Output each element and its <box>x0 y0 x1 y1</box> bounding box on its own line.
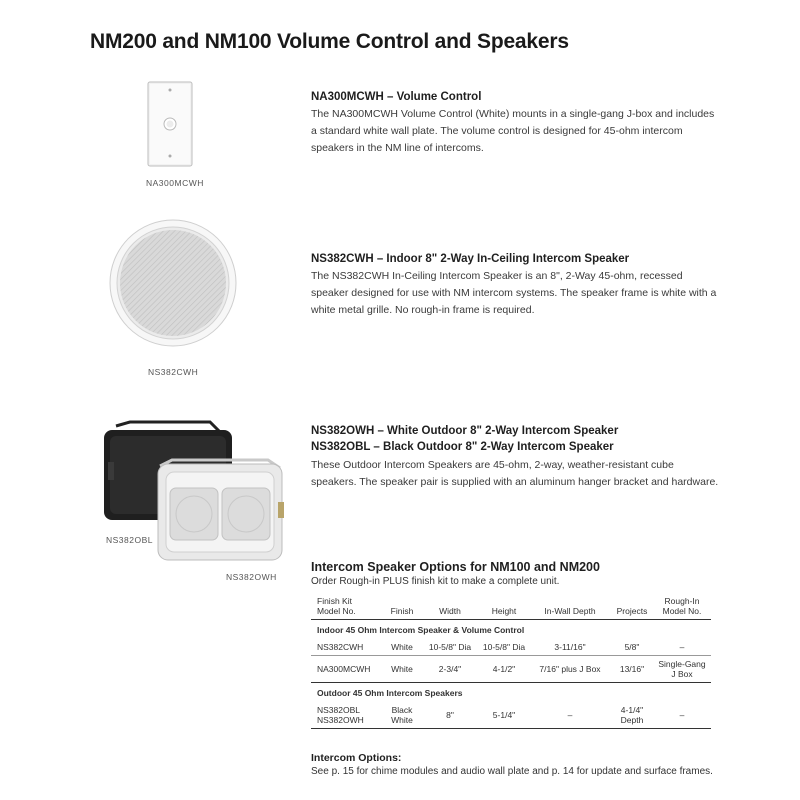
cell-width: 10-5/8" Dia <box>421 639 479 656</box>
ceiling-speaker-caption: NS382CWH <box>148 367 199 377</box>
cell-projects: 13/16" <box>611 656 653 683</box>
header-model-line2: Model No. <box>317 606 356 616</box>
footnote-title: Intercom Options: <box>311 752 402 764</box>
cell-height: 4-1/2" <box>479 656 529 683</box>
footnote-text: See p. 15 for chime modules and audio wall plate and p. 14 for update and surface frames. <box>311 766 713 777</box>
cell-width: 2-3/4" <box>421 656 479 683</box>
table-group-row <box>311 683 711 703</box>
header-finish: Finish <box>383 594 421 620</box>
volume-control-title: NA300MCWH – Volume Control <box>311 91 482 103</box>
options-subtitle: Order Rough-in PLUS finish kit to make a complete unit. <box>311 576 560 587</box>
header-rough-line1: Rough-In <box>664 596 700 606</box>
cell-rough <box>653 656 711 683</box>
outdoor-black-caption: NS382OBL <box>106 535 153 545</box>
header-height: Height <box>479 594 529 620</box>
outdoor-black-title: NS382OBL – Black Outdoor 8" 2-Way Intercom Speaker <box>311 441 614 453</box>
options-table <box>311 594 711 729</box>
ceiling-speaker-title: NS382CWH – Indoor 8" 2-Way In-Ceiling Intercom Speaker <box>311 253 630 265</box>
header-projects: Projects <box>611 594 653 620</box>
header-rough <box>653 594 711 620</box>
cell-projects-line2: Depth <box>620 715 644 725</box>
options-title: Intercom Speaker Options for NM100 and NM200 <box>311 560 600 574</box>
cell-finish <box>383 702 421 729</box>
outdoor-speakers-image <box>100 418 290 568</box>
page-title: NM200 and NM100 Volume Control and Speakers <box>90 30 569 53</box>
cell-model: NA300MCWH <box>311 656 383 683</box>
volume-control-image <box>140 80 200 175</box>
cell-projects <box>611 702 653 729</box>
cell-rough-line2: J Box <box>671 669 693 679</box>
outdoor-white-caption: NS382OWH <box>226 572 277 582</box>
ceiling-speaker-description: The NS382CWH In-Ceiling Intercom Speaker is an 8", 2-Way 45-ohm, recessed speaker designed for use with NM intercom systems. The speaker frame is white with a white metal grille. No rough-in frame is required. <box>311 270 717 316</box>
outdoor-white-title: NS382OWH – White Outdoor 8" 2-Way Intercom Speaker <box>311 425 619 437</box>
table-header-row <box>311 594 711 620</box>
header-rough-line2: Model No. <box>662 606 702 616</box>
cell-height: 5-1/4" <box>479 702 529 729</box>
cell-projects: 5/8" <box>611 639 653 656</box>
table-row <box>311 656 711 683</box>
cell-width: 8" <box>421 702 479 729</box>
options-table-wrapper <box>311 594 711 729</box>
cell-depth: – <box>529 702 611 729</box>
cell-model-line1: NS382OBL <box>317 705 360 715</box>
volume-control-caption: NA300MCWH <box>146 178 204 188</box>
group-outdoor-label: Outdoor 45 Ohm Intercom Speakers <box>317 688 463 698</box>
cell-depth: 7/16" plus J Box <box>529 656 611 683</box>
cell-model-line2: NS382OWH <box>317 715 364 725</box>
volume-control-description: The NA300MCWH Volume Control (White) mounts in a single-gang J-box and includes a standard white wall plate. The volume control is designed for 45-ohm intercom speakers in the NM line of intercoms. <box>311 108 715 154</box>
cell-depth: 3-11/16" <box>529 639 611 656</box>
header-model <box>311 594 383 620</box>
cell-finish-line2: White <box>391 715 413 725</box>
header-model-line1: Finish Kit <box>317 596 352 606</box>
cell-height: 10-5/8" Dia <box>479 639 529 656</box>
cell-finish-line1: Black <box>391 705 413 715</box>
cell-rough: – <box>653 702 711 729</box>
cell-rough: – <box>653 639 711 656</box>
cell-finish: White <box>383 656 421 683</box>
table-row <box>311 639 711 656</box>
table-group-row <box>311 620 711 640</box>
cell-model: NS382CWH <box>311 639 383 656</box>
cell-finish: White <box>383 639 421 656</box>
table-row <box>311 702 711 729</box>
cell-rough-line1: Single-Gang <box>658 659 706 669</box>
group-indoor-label: Indoor 45 Ohm Intercom Speaker & Volume Control <box>317 625 525 635</box>
header-depth: In-Wall Depth <box>529 594 611 620</box>
header-width: Width <box>421 594 479 620</box>
ceiling-speaker-image <box>108 218 238 348</box>
cell-projects-line1: 4-1/4" <box>620 705 644 715</box>
outdoor-speakers-description: These Outdoor Intercom Speakers are 45-ohm, 2-way, weather-resistant cube speakers. The speaker pair is supplied with an aluminum hanger bracket and hardware. <box>311 459 719 488</box>
cell-model <box>311 702 383 729</box>
